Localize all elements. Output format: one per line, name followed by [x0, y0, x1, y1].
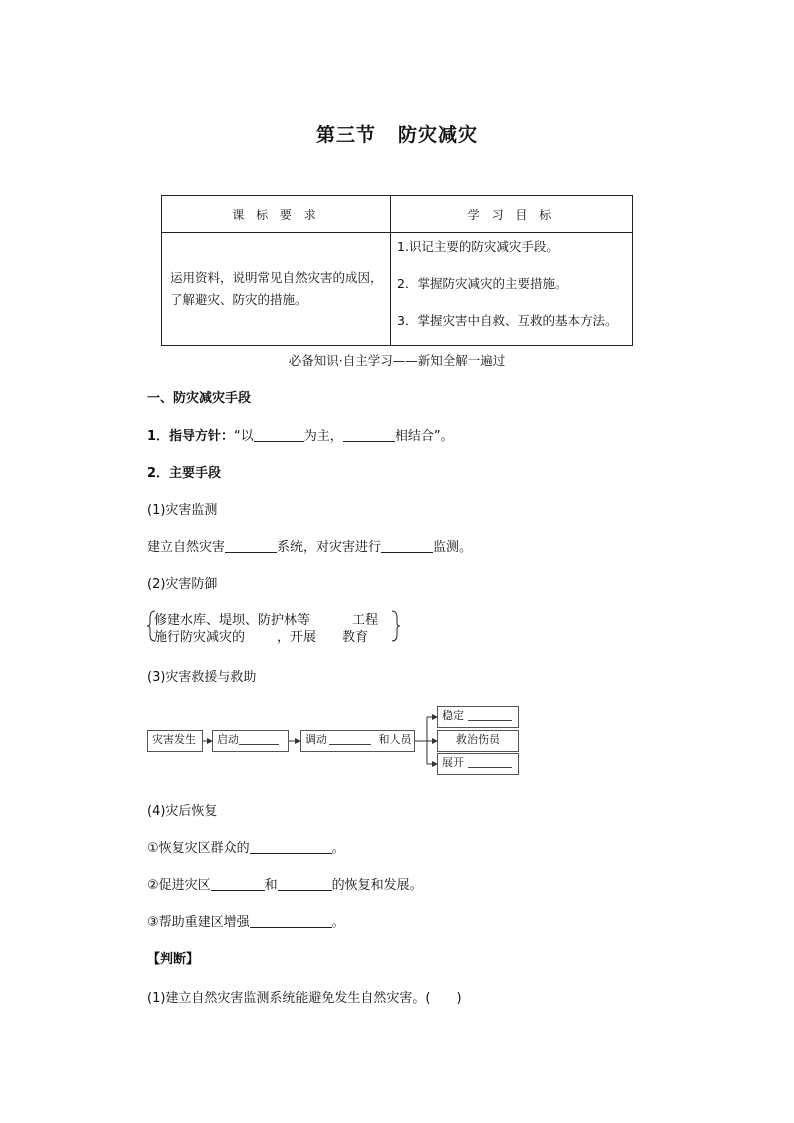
- flow-personnel-label: 和人员: [378, 733, 412, 746]
- blank-1: [254, 427, 304, 442]
- flow-blank: [329, 732, 371, 745]
- goal-1: 1.识记主要的防灾减灾手段。: [397, 238, 559, 254]
- defense-row2-mid: ，开展: [277, 630, 317, 645]
- goal-2: 2．掌握防灾减灾的主要措施。: [397, 275, 568, 291]
- recovery-1-text: ①恢复灾区群众的: [147, 841, 250, 856]
- flow-carry-out-label: 展开: [442, 756, 464, 769]
- flow-launch: [212, 730, 289, 752]
- requirements-table: [161, 195, 633, 346]
- defense-brace-block: [147, 609, 400, 643]
- recovery-2-text: ②促进灾区: [147, 878, 211, 893]
- header-goals: 学 习 目 标: [391, 196, 633, 233]
- flow-blank: [468, 708, 512, 721]
- flow-disaster-occurs: [147, 730, 203, 752]
- judgment-heading: 【判断】: [147, 952, 200, 967]
- page-title: [0, 120, 794, 147]
- flow-stabilize: [437, 706, 519, 728]
- blank-8: [250, 913, 332, 928]
- defense-row2-end: 教育: [342, 630, 369, 645]
- recovery-3-end: 。: [331, 915, 345, 930]
- flow-blank: [468, 755, 512, 768]
- flow-rescue-wounded: [437, 730, 519, 752]
- blank-3: [225, 538, 277, 553]
- blank-4: [381, 538, 433, 553]
- recovery-line-1: [147, 837, 345, 856]
- defense-heading: (2)灾害防御: [147, 577, 218, 592]
- recovery-2-mid: 和: [264, 878, 278, 893]
- recovery-2-end: 的恢复和发展。: [331, 878, 423, 893]
- main-means-heading: 2．主要手段: [147, 466, 222, 481]
- flow-launch-label: 启动: [217, 733, 239, 746]
- flow-carry-out: [437, 753, 519, 775]
- recovery-line-2: [147, 874, 423, 893]
- section-subtitle: 必备知识·自主学习——新知全解一遍过: [288, 353, 506, 368]
- monitoring-heading: (1)灾害监测: [147, 503, 218, 518]
- question-1: (1)建立自然灾害监测系统能避免发生自然灾害。( ): [147, 991, 462, 1006]
- monitoring-text-c: 监测。: [433, 540, 473, 555]
- learning-goals: [391, 233, 633, 346]
- blank-6: [211, 876, 265, 891]
- guideline-text-c: 相结合”。: [394, 429, 454, 444]
- blank-2: [343, 427, 395, 442]
- curriculum-requirement: 运用资料，说明常见自然灾害的成因，了解避灾、防灾的措施。: [162, 233, 391, 346]
- flow-blank: [239, 732, 279, 745]
- guideline-text-a: “以: [234, 429, 254, 444]
- guideline-line: [147, 425, 454, 444]
- flow-start-label: 灾害发生: [152, 733, 196, 746]
- flow-mobilize: [300, 730, 415, 752]
- defense-row1-end: 工程: [352, 613, 379, 628]
- blank-5: [250, 839, 332, 854]
- defense-row2-text: 施行防灾减灾的: [154, 630, 246, 645]
- blank-7: [278, 876, 332, 891]
- monitoring-text-b: 系统，对灾害进行: [277, 540, 382, 555]
- goal-3: 3．掌握灾害中自救、互救的基本方法。: [397, 312, 618, 328]
- header-curriculum: 课 标 要 求: [162, 196, 391, 233]
- recovery-line-3: [147, 911, 345, 930]
- flow-rescue-label: 救治伤员: [456, 733, 500, 746]
- title-topic: 防灾减灾: [398, 124, 479, 146]
- flow-stabilize-label: 稳定: [442, 709, 464, 722]
- monitoring-text-a: 建立自然灾害: [147, 540, 226, 555]
- defense-row1-text: 修建水库、堤坝、防护林等: [154, 613, 311, 628]
- recovery-1-end: 。: [331, 841, 345, 856]
- defense-row-2: [154, 626, 368, 645]
- guideline-text-b: 为主，: [303, 429, 343, 444]
- rescue-heading: (3)灾害救援与救助: [147, 670, 257, 685]
- guideline-label: 1．指导方针：: [147, 429, 235, 444]
- recovery-3-text: ③帮助重建区增强: [147, 915, 250, 930]
- section-heading-1: 一、防灾减灾手段: [147, 391, 252, 406]
- recovery-heading: (4)灾后恢复: [147, 804, 218, 819]
- flow-mobilize-label: 调动: [305, 733, 327, 746]
- monitoring-line: [147, 536, 472, 555]
- title-section: 第三节: [315, 124, 376, 146]
